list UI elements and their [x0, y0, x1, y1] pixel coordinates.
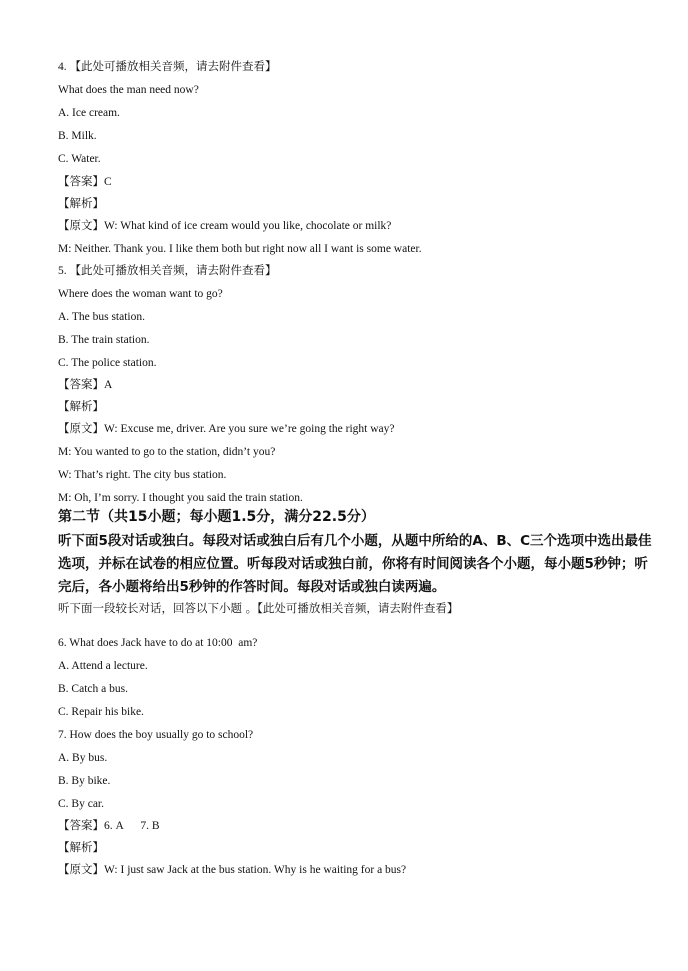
transcript-line: M: Neither. Thank you. I like them both but right now all I want is some water.: [58, 243, 422, 255]
option-a: A. The bus station.: [58, 311, 145, 323]
option-b: B. Catch a bus.: [58, 683, 128, 695]
question-6-text: 6. What does Jack have to do at 10:00 am?: [58, 637, 258, 649]
analysis: 【解析】: [58, 842, 104, 854]
option-a: A. By bus.: [58, 752, 108, 764]
transcript-line: 【原文】W: I just saw Jack at the bus station. Why is he waiting for a bus?: [58, 864, 407, 876]
document-page: [58, 60, 658, 878]
option-c: C. Repair his bike.: [58, 706, 144, 718]
option-a: A. Ice cream.: [58, 107, 120, 119]
analysis: 【解析】: [58, 198, 104, 210]
question-5-header: 5. 【此处可播放相关音频，请去附件查看】: [58, 265, 277, 277]
answer: 【答案】6. A 7. B: [58, 820, 160, 832]
section-instructions: 听下面5段对话或独白。每段对话或独白后有几个小题，从题中所给的A、B、C三个选项中选出最佳选项，并标在试卷的相应位置。听每段对话或独白前，你将有时间阅读各个小题，每小题5秒钟；听完后，各小题将给出5秒钟的作答时间。每段对话或独白读两遍。: [58, 533, 652, 595]
analysis: 【解析】: [58, 401, 104, 413]
answer: 【答案】A: [58, 379, 113, 391]
option-c: C. By car.: [58, 798, 104, 810]
question-4-header: 4. 【此处可播放相关音频，请去附件查看】: [58, 61, 277, 73]
transcript-line: 【原文】W: What kind of ice cream would you like, chocolate or milk?: [58, 220, 392, 232]
transcript-line: M: Oh, I’m sorry. I thought you said the train station.: [58, 492, 303, 504]
option-c: C. Water.: [58, 153, 101, 165]
transcript-line: W: That’s right. The city bus station.: [58, 469, 227, 481]
section-title: 第二节（共15小题；每小题1.5分，满分22.5分）: [58, 509, 375, 525]
transcript-line: 【原文】W: Excuse me, driver. Are you sure we’re going the right way?: [58, 423, 395, 435]
question-5-text: Where does the woman want to go?: [58, 288, 223, 300]
question-4-text: What does the man need now?: [58, 84, 199, 96]
option-a: A. Attend a lecture.: [58, 660, 148, 672]
option-c: C. The police station.: [58, 357, 157, 369]
option-b: B. By bike.: [58, 775, 111, 787]
option-b: B. The train station.: [58, 334, 150, 346]
answer: 【答案】C: [58, 176, 112, 188]
transcript-line: M: You wanted to go to the station, didn’t you?: [58, 446, 276, 458]
listen-note: 听下面一段较长对话，回答以下小题 。【此处可播放相关音频，请去附件查看】: [58, 601, 459, 615]
question-7-text: 7. How does the boy usually go to school?: [58, 729, 254, 741]
option-b: B. Milk.: [58, 130, 97, 142]
